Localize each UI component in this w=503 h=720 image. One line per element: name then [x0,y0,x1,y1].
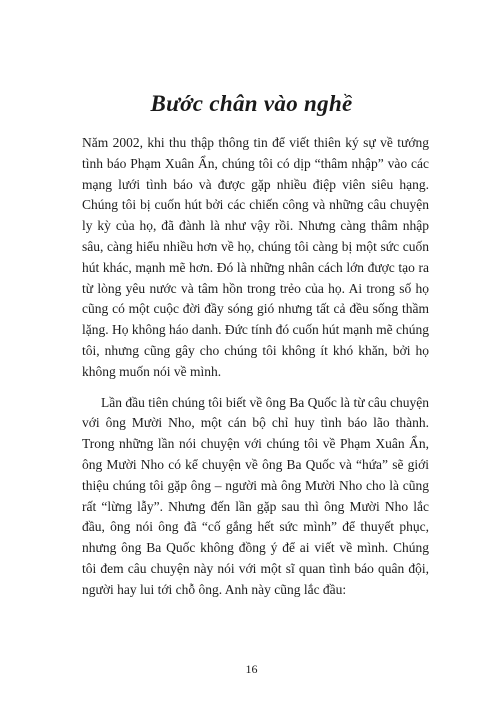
chapter-title: Bước chân vào nghề [150,91,353,116]
body-text [82,133,429,601]
paragraph-1: Năm 2002, khi thu thập thông tin để viết thiên ký sự về tướng tình báo Phạm Xuân Ẩn, chúng tôi có dịp “thâm nhập” vào các mạng lưới tình báo và được gặp nhiều điệp viên siêu hạng. Chúng tôi bị cuốn hút bởi các chiến công và những câu chuyện ly kỳ của họ, đã đành là như vậy rồi. Nhưng càng thâm nhập sâu, càng hiểu nhiều hơn về họ, chúng tôi càng bị một sức cuốn hút khác, mạnh mẽ hơn. Đó là những nhân cách lớn được tạo ra từ lòng yêu nước và tâm hồn trong trẻo của họ. Ai trong số họ cũng có một cuộc đời đầy sóng gió nhưng tất cả đều sống thầm lặng. Họ không háo danh. Đức tính đó cuốn hút mạnh mẽ chúng tôi, nhưng cũng gây cho chúng tôi không ít khó khăn, bởi họ không muốn nói về mình. [82,135,430,379]
paragraph-2: Lần đầu tiên chúng tôi biết về ông Ba Quốc là từ câu chuyện với ông Mười Nho, một cán bộ chỉ huy tình báo lão thành. Trong những lần nói chuyện với chúng tôi về Phạm Xuân Ẩn, ông Mười Nho có kể chuyện về ông Ba Quốc và “hứa” sẽ giới thiệu chúng tôi gặp ông – người mà ông Mười Nho cho là cũng rất “lừng lẫy”. Nhưng đến lần gặp sau thì ông Mười Nho lắc đầu, ông nói ông đã “cố gắng hết sức mình” để thuyết phục, nhưng ông Ba Quốc không đồng ý để ai viết về mình. Chúng tôi đem câu chuyện này nói với một sĩ quan tình báo quân đội, người hay lui tới chỗ ông. Anh này cũng lắc đầu: [82,394,429,597]
page-number: 16 [245,662,258,676]
